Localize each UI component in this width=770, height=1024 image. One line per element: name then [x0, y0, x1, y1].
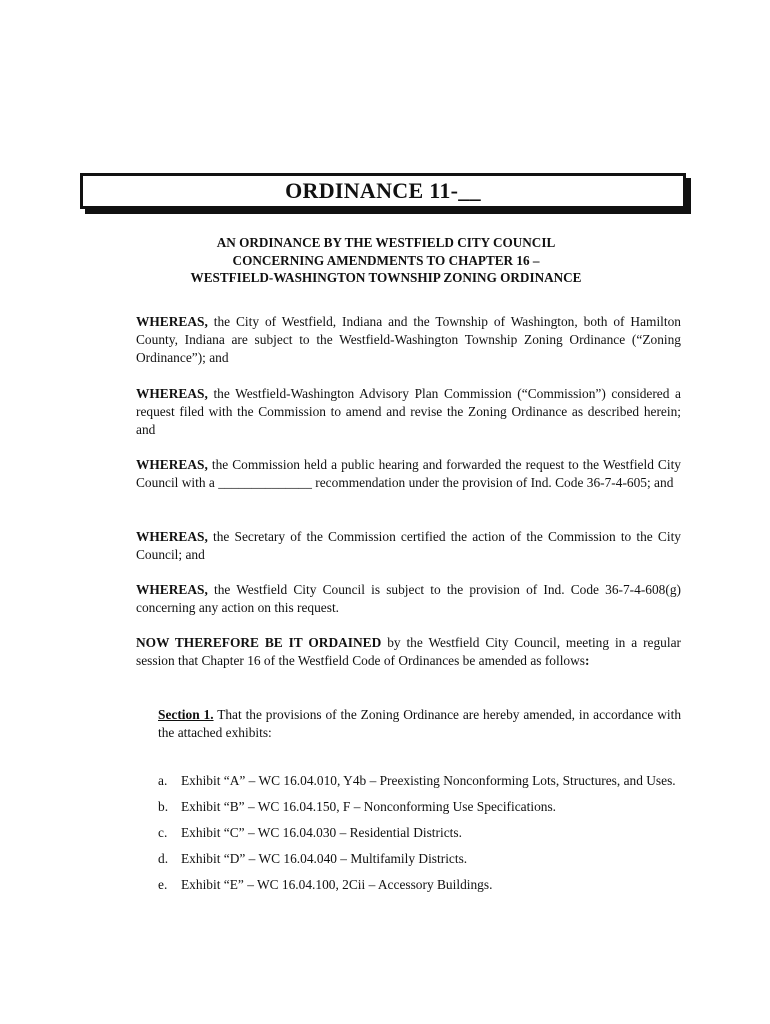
now-therefore-text: by the Westfield City Council, meeting in a regular session that Chapter 16 of the Westfield Code of Ordinances be amended as follows [136, 635, 681, 669]
exhibit-item [158, 846, 688, 872]
subtitle-line: CONCERNING AMENDMENTS TO CHAPTER 16 – [232, 252, 540, 268]
whereas-text: the City of Westfield, Indiana and the Township of Washington, both of Hamilton County, Indiana are subject to the Westfield-Washington Township Zoning Ordinance (“Zoning Ordinance”); and [136, 314, 681, 366]
subtitle-line: AN ORDINANCE BY THE WESTFIELD CITY COUNCIL [216, 235, 556, 250]
section-1 [158, 706, 681, 742]
whereas-text: the Westfield-Washington Advisory Plan Commission (“Commission”) considered a request filed with the Commission to amend and revise the Zoning Ordinance as described herein; and [136, 386, 681, 438]
whereas-label: WHEREAS, [136, 457, 208, 472]
title-box [80, 173, 686, 209]
now-therefore-colon: : [585, 653, 590, 669]
exhibit-item [158, 768, 688, 794]
whereas-paragraph [136, 313, 681, 368]
whereas-text: the Westfield City Council is subject to the provision of Ind. Code 36-7-4-608(g) concerning any action on this request. [136, 582, 681, 616]
exhibit-marker: d. [158, 851, 169, 866]
whereas-label: WHEREAS, [136, 386, 208, 401]
whereas-label: WHEREAS, [136, 314, 208, 329]
ordinance-title: ORDINANCE 11-__ [285, 178, 481, 203]
now-therefore-label: NOW THEREFORE BE IT ORDAINED [136, 635, 382, 650]
exhibit-item [158, 820, 688, 846]
ordinance-subtitle [136, 234, 636, 287]
exhibit-item [158, 872, 688, 898]
exhibit-marker: a. [158, 773, 168, 788]
exhibit-item [158, 794, 688, 820]
exhibit-marker: b. [158, 799, 169, 814]
exhibit-text: Exhibit “D” – WC 16.04.040 – Multifamily Districts. [181, 851, 468, 866]
whereas-text: the Secretary of the Commission certified the action of the Commission to the City Council; and [136, 529, 681, 563]
whereas-label: WHEREAS, [136, 529, 208, 544]
section-1-label: Section 1. [158, 707, 214, 722]
exhibit-text: Exhibit “B” – WC 16.04.150, F – Nonconforming Use Specifications. [181, 799, 557, 814]
whereas-text: the Commission held a public hearing and forwarded the request to the Westfield City Council with a ______________ recommendation under the provision of Ind. Code 36-7-4-605; and [136, 457, 681, 491]
section-1-text: That the provisions of the Zoning Ordinance are hereby amended, in accordance with the attached exhibits: [158, 707, 682, 741]
whereas-paragraph [136, 528, 681, 564]
whereas-label: WHEREAS, [136, 582, 208, 597]
now-therefore-paragraph [136, 634, 681, 670]
subtitle-line: WESTFIELD-WASHINGTON TOWNSHIP ZONING ORDINANCE [190, 270, 582, 285]
whereas-paragraph [136, 581, 681, 617]
exhibit-marker: c. [158, 825, 168, 840]
exhibit-marker: e. [158, 877, 168, 892]
exhibit-text: Exhibit “A” – WC 16.04.010, Y4b – Preexisting Nonconforming Lots, Structures, and Uses. [181, 773, 676, 788]
exhibit-list [158, 768, 688, 898]
exhibit-text: Exhibit “E” – WC 16.04.100, 2Cii – Accessory Buildings. [181, 877, 493, 892]
exhibit-text: Exhibit “C” – WC 16.04.030 – Residential Districts. [181, 825, 462, 840]
whereas-paragraph [136, 456, 681, 492]
whereas-paragraph [136, 385, 681, 440]
